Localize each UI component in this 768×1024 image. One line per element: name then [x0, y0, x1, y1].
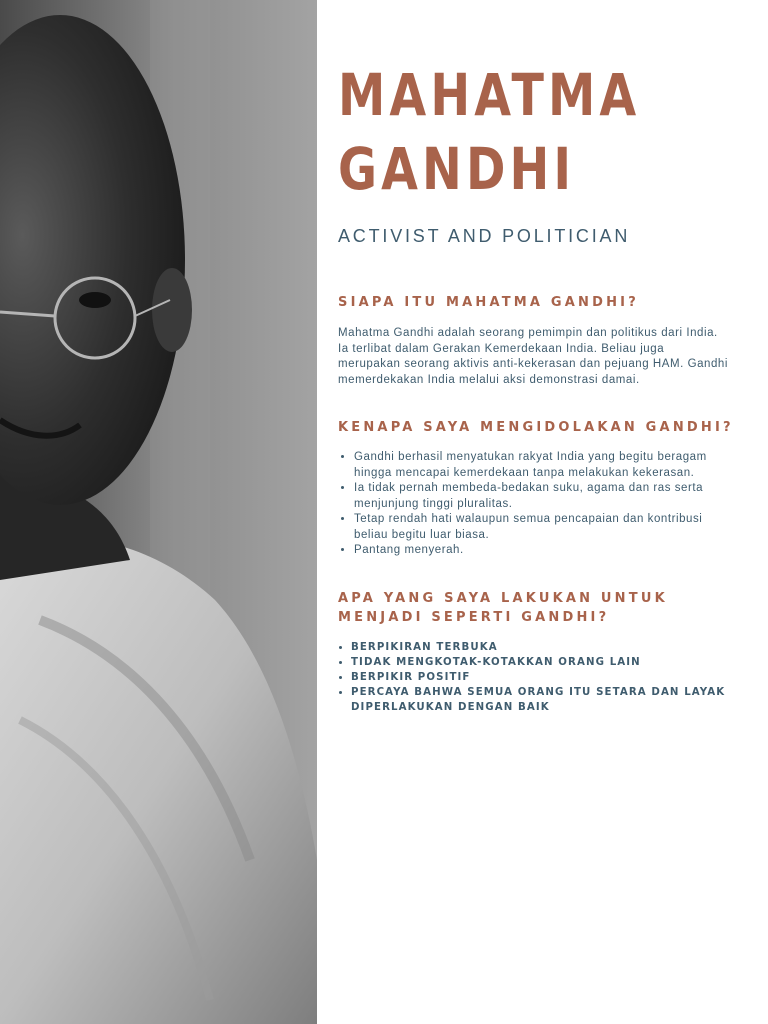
- section-paragraph-who: Mahatma Gandhi adalah seorang pemimpin dan politikus dari India. Ia terlibat dalam Gerakan Kemerdekaan India. Beliau juga merupakan seorang aktivis anti-kekerasan dan pejuang HAM. Gandhi memerdekakan India melalui aksi demonstrasi damai.: [338, 327, 728, 386]
- section-heading-why: KENAPA SAYA MENGIDOLAKAN GANDHI?: [338, 420, 734, 435]
- portrait-illustration: [0, 0, 317, 1024]
- list-item: • BERPIKIRAN TERBUKA: [351, 640, 731, 655]
- content-column: [338, 58, 738, 715]
- actions-list: [338, 640, 731, 715]
- list-item: • PERCAYA BAHWA SEMUA ORANG ITU SETARA DAN LAYAK DIPERLAKUKAN DENGAN BAIK: [351, 685, 731, 715]
- list-item: • Tetap rendah hati walaupun semua pencapaian dan kontribusi beliau begitu luar biasa.: [354, 512, 726, 543]
- list-item: • TIDAK MENGKOTAK-KOTAKKAN ORANG LAIN: [351, 655, 731, 670]
- list-item: • Pantang menyerah.: [354, 543, 726, 559]
- reasons-list: [338, 450, 726, 559]
- subtitle: ACTIVIST AND POLITICIAN: [338, 226, 631, 246]
- portrait-photo: [0, 0, 317, 1024]
- list-item: • Ia tidak pernah membeda-bedakan suku, agama dan ras serta menjunjung tinggi pluralitas.: [354, 481, 726, 512]
- title-line-1: MAHATMA: [338, 61, 641, 129]
- list-item: • Gandhi berhasil menyatukan rakyat India yang begitu beragam hingga mencapai kemerdekaan tanpa melakukan kekerasan.: [354, 450, 726, 481]
- list-item: • BERPIKIR POSITIF: [351, 670, 731, 685]
- title-line-2: GANDHI: [338, 135, 576, 203]
- page-title: [338, 58, 732, 206]
- section-heading-who: SIAPA ITU MAHATMA GANDHI?: [338, 295, 639, 310]
- section-heading-how: APA YANG SAYA LAKUKAN UNTUK MENJADI SEPERTI GANDHI?: [338, 590, 668, 625]
